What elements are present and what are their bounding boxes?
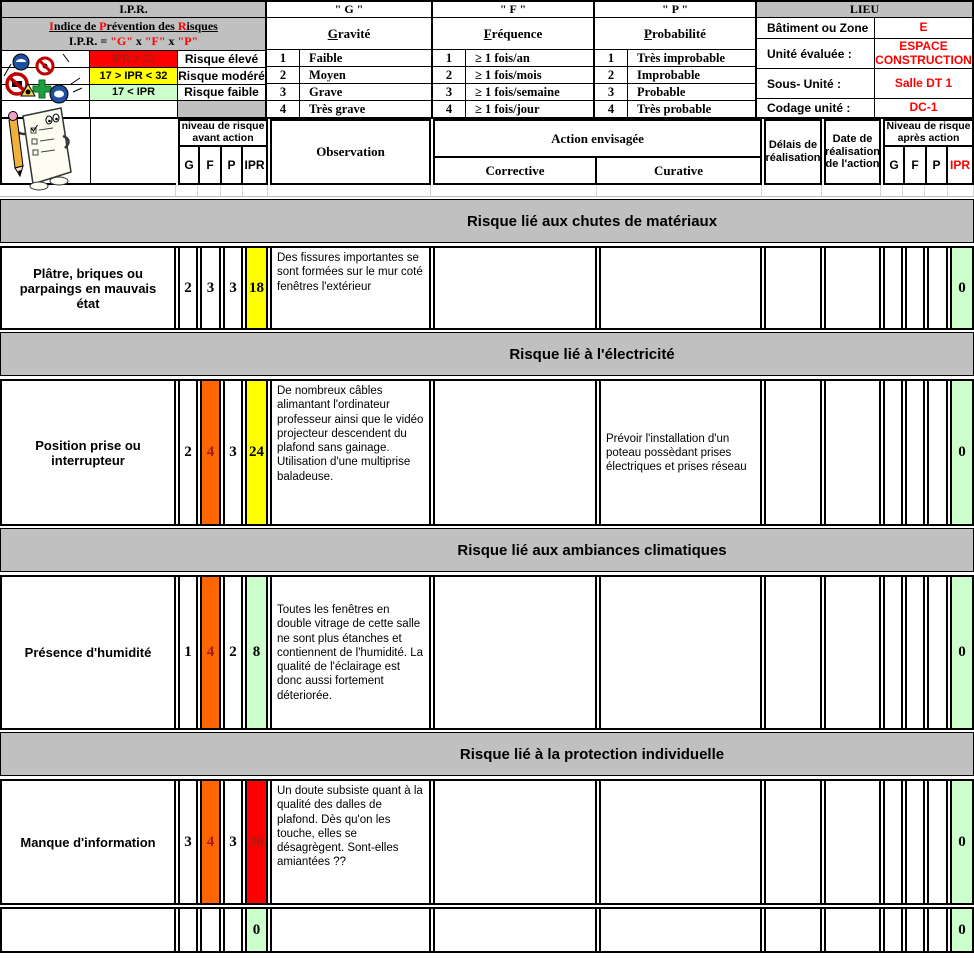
location-row-unit (757, 39, 972, 69)
ipr-after-cell[interactable]: 0 (950, 248, 974, 328)
legend-range-low: 17 < IPR (90, 85, 178, 101)
g-after-cell[interactable] (883, 248, 903, 328)
legend-label-medium: Risque modéré (178, 68, 265, 83)
legend-label-low: Risque faible (184, 85, 259, 100)
curative-cell[interactable] (599, 248, 762, 328)
observation-cell[interactable]: Toutes les fenêtres en double vitrage de cette salle ne sont plus étanches et contiennent de l'humidité. La qualité de l'éclairage est donc aussi fortement déteriorée. (270, 577, 431, 728)
p-after-cell[interactable] (927, 909, 948, 951)
frequency-scale-block (431, 0, 595, 119)
corrective-cell[interactable] (433, 781, 597, 903)
completion-date-header: Date de réalisation de l'action (824, 119, 881, 185)
p-before-cell[interactable] (223, 909, 243, 951)
observation-cell[interactable] (270, 909, 431, 951)
g-before-cell[interactable]: 2 (178, 248, 198, 328)
f-after-cell[interactable] (905, 577, 925, 728)
location-row-code (757, 99, 972, 117)
ipr-after-cell[interactable]: 0 (950, 781, 974, 903)
g-after-cell[interactable] (883, 781, 903, 903)
safety-mascot-image (1, 50, 89, 197)
ipr-after-cell[interactable]: 0 (950, 381, 974, 524)
legend-label-high: Risque élevé (184, 51, 259, 66)
risk-label-cell[interactable]: Position prise ou interrupteur (0, 381, 176, 524)
p-before-cell[interactable]: 3 (223, 381, 243, 524)
location-row-subunit (757, 69, 972, 99)
header-band-top (0, 0, 974, 119)
completion-date-cell[interactable] (824, 577, 881, 728)
legend-label-empty (178, 101, 265, 117)
f-before-cell[interactable]: 4 (200, 381, 221, 524)
observation-cell[interactable]: De nombreux câbles alimantant l'ordinateur professeur ainsi que le vidéo projecteur descendent du plafond sans gainage. Utilisation d'une multiprise baladeuse. (270, 381, 431, 524)
ipr-after-cell[interactable]: 0 (950, 909, 974, 951)
risk-label-cell[interactable]: Manque d'information (0, 781, 176, 903)
legend-range-medium: 17 > IPR < 32 (90, 68, 178, 84)
ipr-before-cell[interactable]: 0 (245, 909, 268, 951)
gravity-code: " G " (267, 2, 431, 18)
action-header (433, 119, 762, 185)
deadline-cell[interactable] (764, 909, 822, 951)
probability-item: 2 Improbable (595, 67, 755, 84)
gravity-item: 4 Très grave (267, 101, 431, 117)
ipr-formula: I.P.R. = "G" x "F" x "P" (68, 34, 199, 48)
f-before-cell[interactable] (200, 909, 221, 951)
col-header-g: G (180, 147, 200, 183)
probability-scale-block (593, 0, 757, 119)
risk-row (0, 246, 974, 330)
deadline-cell[interactable] (764, 248, 822, 328)
before-action-header (178, 119, 268, 185)
empty-grid-row (0, 185, 974, 197)
observation-cell[interactable]: Un doute subsiste quant à la qualité des dalles de plafond. Dès qu'on les touche, elles se désagrègent. Sont-elles amiantées ?? (270, 781, 431, 903)
corrective-cell[interactable] (433, 381, 597, 524)
sub-unit-value[interactable]: Salle DT 1 (894, 75, 953, 90)
after-action-title: Niveau de risque après action (885, 121, 972, 147)
risk-label-cell[interactable] (0, 909, 176, 951)
f-before-cell[interactable]: 4 (200, 577, 221, 728)
completion-date-cell[interactable] (824, 248, 881, 328)
ipr-after-cell[interactable]: 0 (950, 577, 974, 728)
deadline-header: Délais de réalisation (764, 119, 822, 185)
location-block (755, 0, 974, 119)
section-banner: Risque lié aux ambiances climatiques (0, 528, 974, 572)
legend-range-high: IPR > 32 (90, 51, 178, 67)
ipr-subtitle-line: Indice de Prévention des Risques (49, 19, 218, 33)
evaluated-unit-label: Unité évaluée : (757, 39, 875, 68)
ipr-before-cell[interactable]: 36 (245, 781, 268, 903)
gravity-item: 1 Faible (267, 50, 431, 67)
gravity-item: 3 Grave (267, 84, 431, 101)
ipr-before-cell[interactable]: 8 (245, 577, 268, 728)
probability-code: " P " (595, 2, 755, 18)
risk-row (0, 575, 974, 730)
section-banner: Risque lié aux chutes de matériaux (0, 199, 974, 243)
f-after-cell[interactable] (905, 909, 925, 951)
before-action-title: niveau de risque avant action (180, 121, 266, 147)
ipr-title: I.P.R. (2, 2, 265, 18)
p-after-cell[interactable] (927, 381, 948, 524)
risk-row (0, 379, 974, 526)
f-after-cell[interactable] (905, 381, 925, 524)
frequency-item: 1 ≥ 1 fois/an (433, 50, 593, 67)
p-before-cell[interactable]: 2 (223, 577, 243, 728)
gravity-item: 2 Moyen (267, 67, 431, 84)
frequency-item: 4 ≥ 1 fois/jour (433, 101, 593, 117)
g-after-cell[interactable] (883, 909, 903, 951)
col-header-p: P (222, 147, 243, 183)
completion-date-cell[interactable] (824, 781, 881, 903)
probability-item: 1 Très improbable (595, 50, 755, 67)
location-title: LIEU (757, 2, 972, 18)
risk-label-cell[interactable]: Plâtre, briques ou parpaings en mauvais état (0, 248, 176, 328)
curative-header: Curative (653, 162, 704, 178)
deadline-cell[interactable] (764, 381, 822, 524)
completion-date-cell[interactable] (824, 909, 881, 951)
risk-row (0, 779, 974, 905)
p-before-cell[interactable]: 3 (223, 248, 243, 328)
frequency-item: 3 ≥ 1 fois/semaine (433, 84, 593, 101)
probability-item: 3 Probable (595, 84, 755, 101)
completion-date-cell[interactable] (824, 381, 881, 524)
f-before-cell[interactable]: 3 (200, 248, 221, 328)
corrective-cell[interactable] (433, 248, 597, 328)
p-before-cell[interactable]: 3 (223, 781, 243, 903)
curative-cell[interactable] (599, 781, 762, 903)
curative-cell[interactable] (599, 909, 762, 951)
probability-item: 4 Très probable (595, 101, 755, 117)
probability-name: Probabilité (595, 18, 755, 50)
g-before-cell[interactable]: 3 (178, 781, 198, 903)
f-before-cell[interactable]: 4 (200, 781, 221, 903)
frequency-item: 2 ≥ 1 fois/mois (433, 67, 593, 84)
empty-risk-row (0, 907, 974, 953)
section-banner: Risque lié à l'électricité (0, 332, 974, 376)
gravity-scale-block (265, 0, 433, 119)
after-action-header (883, 119, 974, 185)
ipr-before-cell[interactable]: 18 (245, 248, 268, 328)
observation-header: Observation (270, 119, 431, 185)
ipr-subtitle (2, 18, 265, 51)
g-after-cell[interactable] (883, 381, 903, 524)
g-before-cell[interactable]: 2 (178, 381, 198, 524)
p-after-cell[interactable] (927, 781, 948, 903)
section-banner: Risque lié à la protection individuelle (0, 732, 974, 776)
gravity-name: Gravité (267, 18, 431, 50)
corrective-cell[interactable] (433, 909, 597, 951)
observation-cell[interactable]: Des fissures importantes se sont formées sur le mur coté fenêtres l'extérieur (270, 248, 431, 328)
header-band-columns (0, 119, 974, 185)
col-header-ipr: IPR (244, 158, 265, 172)
f-after-cell[interactable] (905, 781, 925, 903)
col-header-ipr2: IPR (949, 158, 970, 172)
corrective-header: Corrective (435, 158, 597, 183)
building-zone-value[interactable]: E (919, 20, 928, 35)
col-header-p2: P (927, 147, 948, 183)
legend-range-empty (90, 101, 178, 117)
risk-label-cell[interactable]: Présence d'humidité (0, 577, 176, 728)
col-header-f: F (200, 147, 222, 183)
sub-unit-label: Sous- Unité : (757, 69, 875, 98)
corrective-cell[interactable] (433, 577, 597, 728)
curative-cell[interactable]: Prévoir l'installation d'un poteau possèdant prises électriques et prises réseau (599, 381, 762, 524)
col-header-f2: F (905, 147, 927, 183)
f-after-cell[interactable] (905, 248, 925, 328)
g-after-cell[interactable] (883, 577, 903, 728)
deadline-cell[interactable] (764, 577, 822, 728)
location-row-building (757, 18, 972, 39)
g-before-cell[interactable]: 1 (178, 577, 198, 728)
frequency-name: Fréquence (433, 18, 593, 50)
deadline-cell[interactable] (764, 781, 822, 903)
action-title: Action envisagée (435, 121, 760, 158)
col-header-g2: G (885, 147, 905, 183)
unit-code-label: Codage unité : (757, 99, 875, 117)
g-before-cell[interactable] (178, 909, 198, 951)
evaluated-unit-value[interactable]: ESPACE CONSTRUCTION (875, 39, 972, 67)
unit-code-value[interactable]: DC-1 (909, 100, 938, 115)
curative-cell[interactable] (599, 577, 762, 728)
building-zone-label: Bâtiment ou Zone (757, 18, 875, 38)
ipr-before-cell[interactable]: 24 (245, 381, 268, 524)
p-after-cell[interactable] (927, 577, 948, 728)
p-after-cell[interactable] (927, 248, 948, 328)
frequency-code: " F " (433, 2, 593, 18)
